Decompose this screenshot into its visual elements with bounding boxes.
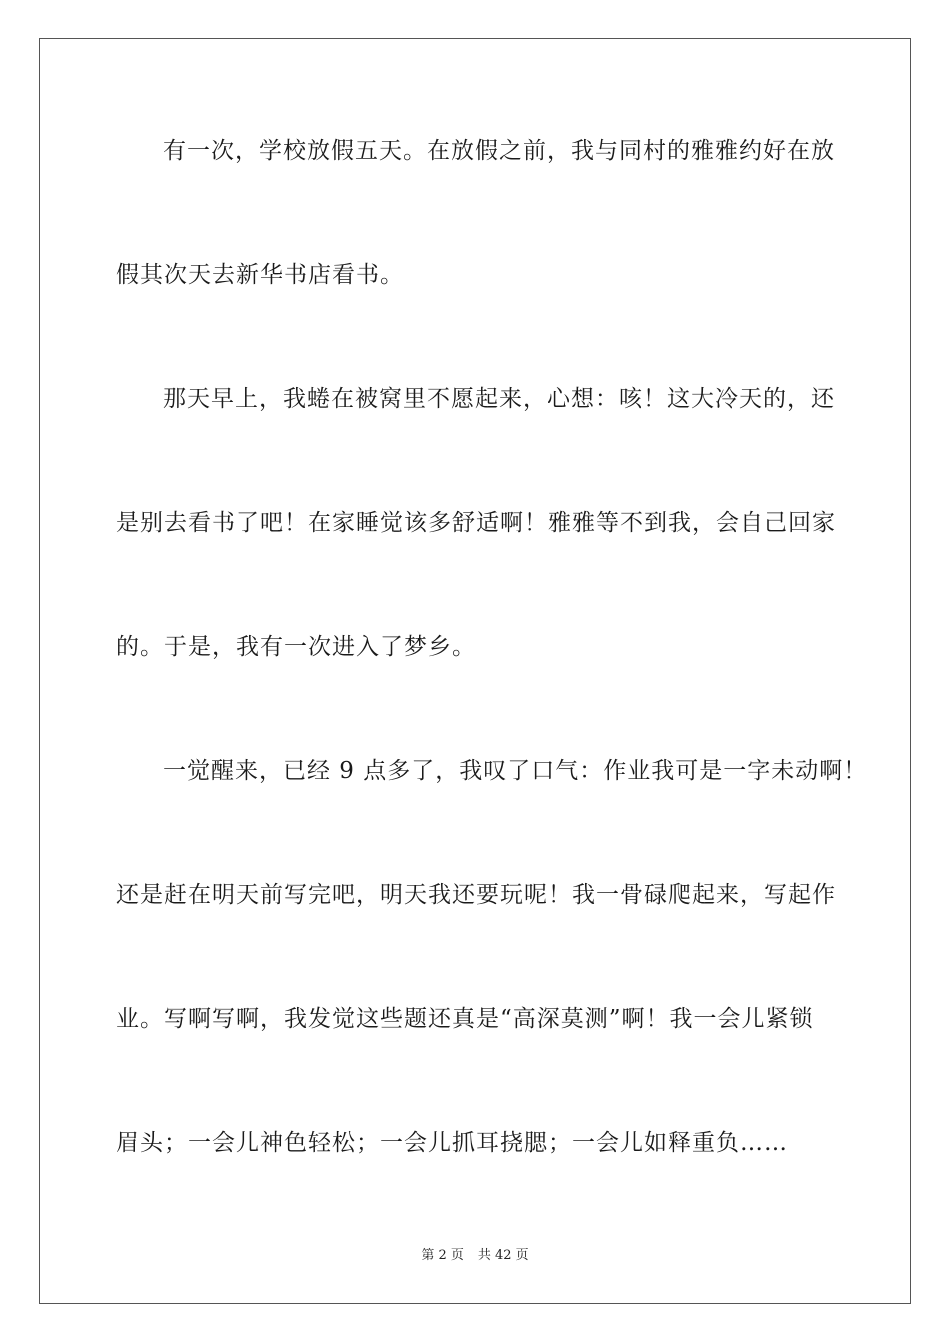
paragraph-1-line-2: 假其次天去新华书店看书。	[116, 262, 404, 288]
page-footer	[0, 1248, 950, 1264]
page-border	[39, 38, 911, 1304]
page-total: 共 42 页	[477, 1248, 529, 1263]
paragraph-3-line-3: 业。写啊写啊，我发觉这些题还真是“高深莫测”啊！我一会儿紧锁	[116, 1006, 814, 1032]
paragraph-3-line-4: 眉头；一会儿神色轻松；一会儿抓耳挠腮；一会儿如释重负……	[116, 1130, 788, 1156]
paragraph-3-line-1: 一觉醒来，已经 9 点多了，我叹了口气：作业我可是一字未动啊！	[163, 758, 868, 784]
paragraph-2-line-2: 是别去看书了吧！在家睡觉该多舒适啊！雅雅等不到我，会自己回家	[116, 510, 836, 536]
paragraph-2-line-3: 的。于是，我有一次进入了梦乡。	[116, 634, 476, 660]
paragraph-2-line-1: 那天早上，我蜷在被窝里不愿起来，心想：咳！这大冷天的，还	[163, 386, 835, 412]
page-number: 第 2 页	[421, 1248, 464, 1263]
paragraph-3-line-2: 还是赶在明天前写完吧，明天我还要玩呢！我一骨碌爬起来，写起作	[116, 882, 836, 908]
paragraph-1-line-1: 有一次，学校放假五天。在放假之前，我与同村的雅雅约好在放	[163, 138, 835, 164]
